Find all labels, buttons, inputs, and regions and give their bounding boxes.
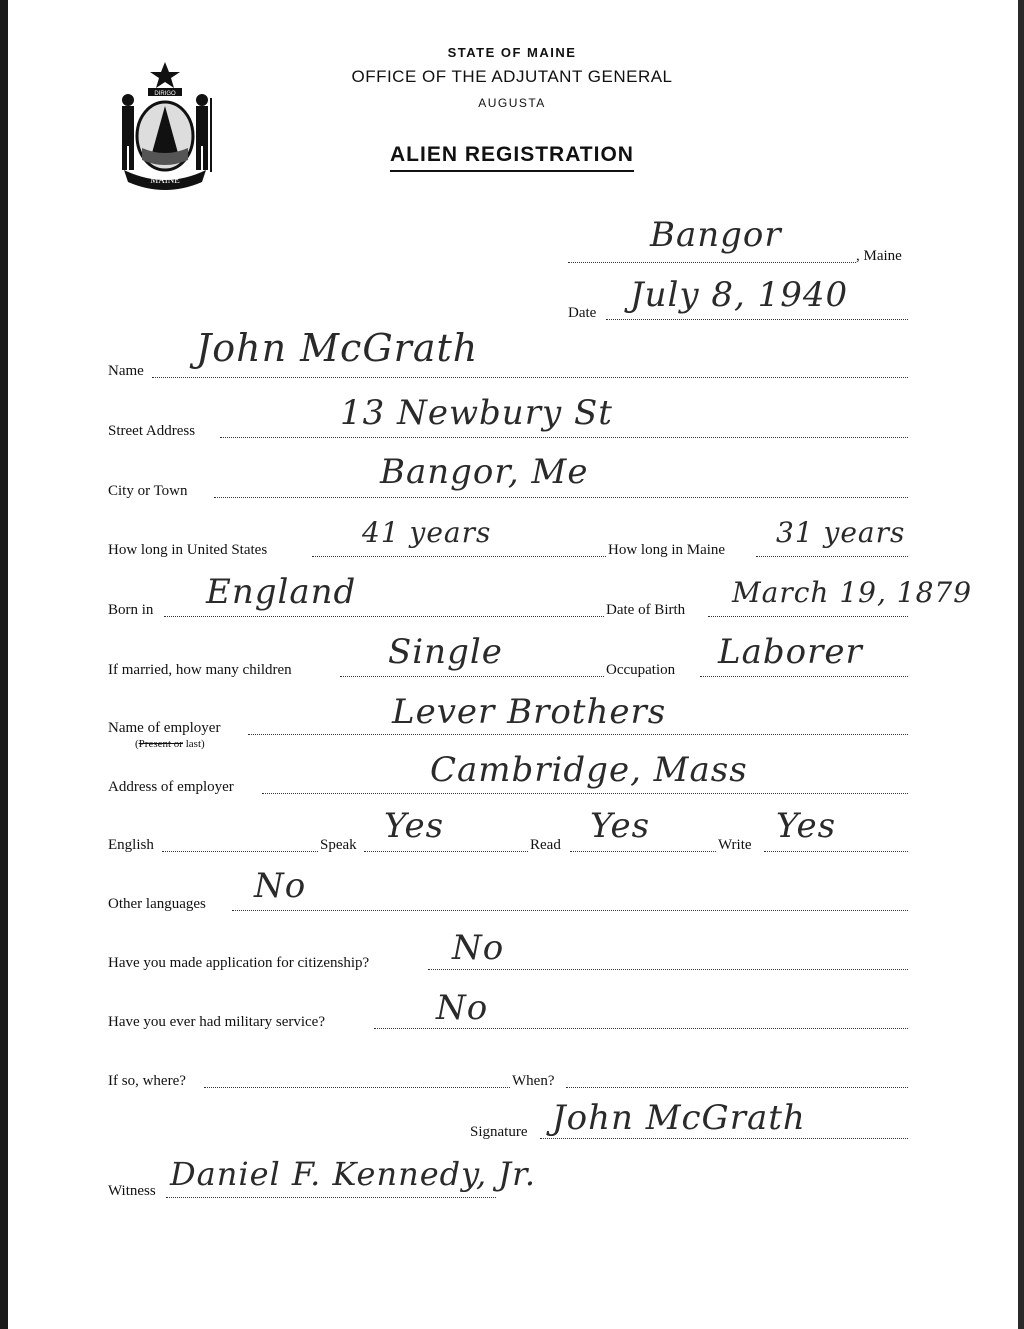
citizenship-label: Have you made application for citizenship? <box>108 955 370 971</box>
born-in-line <box>164 616 604 617</box>
how-long-us-label: How long in United States <box>108 542 268 558</box>
city-or-town-line <box>214 497 908 498</box>
employer-value: Lever Brothers <box>392 692 667 732</box>
street-address-value: 13 Newbury St <box>340 393 613 433</box>
date-value: July 8, 1940 <box>630 275 849 315</box>
where-line <box>204 1087 510 1088</box>
header-state: STATE OF MAINE <box>447 45 577 60</box>
speak-label: Speak <box>320 837 357 853</box>
header-city: AUGUSTA <box>478 96 546 110</box>
military-line <box>374 1028 908 1029</box>
scan-border-right <box>1018 0 1024 1329</box>
employer-line <box>248 734 908 735</box>
write-label: Write <box>718 837 752 853</box>
name-value: John McGrath <box>196 326 479 370</box>
employer-label: Name of employer <box>108 720 221 736</box>
how-long-us-value: 41 years <box>362 516 492 549</box>
form-title: ALIEN REGISTRATION <box>0 143 1024 172</box>
street-address-label: Street Address <box>108 423 196 439</box>
military-value: No <box>436 988 489 1028</box>
place-label: , Maine <box>856 248 902 264</box>
place-line <box>568 262 856 263</box>
city-or-town-value: Bangor, Me <box>380 452 589 492</box>
scan-border-left <box>0 0 8 1329</box>
how-long-us-line <box>312 556 606 557</box>
header-office: OFFICE OF THE ADJUTANT GENERAL <box>351 67 673 86</box>
occupation-value: Laborer <box>718 632 863 672</box>
name-label: Name <box>108 363 144 379</box>
speak-line <box>364 851 528 852</box>
employer-sublabel: (Present or last) <box>135 738 205 750</box>
place-value: Bangor <box>650 215 782 255</box>
employer-address-label: Address of employer <box>108 779 234 795</box>
other-languages-value: No <box>254 866 307 906</box>
where-label: If so, where? <box>108 1073 186 1089</box>
born-in-label: Born in <box>108 602 154 618</box>
children-label: If married, how many children <box>108 662 292 678</box>
english-label: English <box>108 837 154 853</box>
date-of-birth-line <box>708 616 908 617</box>
read-label: Read <box>530 837 561 853</box>
military-label: Have you ever had military service? <box>108 1014 325 1030</box>
how-long-maine-line <box>756 556 908 557</box>
street-address-line <box>220 437 908 438</box>
children-value: Single <box>388 632 503 672</box>
when-line <box>566 1087 908 1088</box>
date-of-birth-value: March 19, 1879 <box>732 576 973 609</box>
witness-line <box>166 1197 496 1198</box>
citizenship-line <box>428 969 908 970</box>
when-label: When? <box>512 1073 555 1089</box>
read-line <box>570 851 716 852</box>
city-or-town-label: City or Town <box>108 483 188 499</box>
witness-label: Witness <box>108 1183 156 1199</box>
signature-label: Signature <box>470 1124 528 1140</box>
born-in-value: England <box>206 572 357 612</box>
english-line <box>162 851 318 852</box>
other-languages-line <box>232 910 908 911</box>
write-value: Yes <box>776 806 837 846</box>
date-line <box>606 319 908 320</box>
occupation-label: Occupation <box>606 662 676 678</box>
read-value: Yes <box>590 806 651 846</box>
signature-value: John McGrath <box>552 1098 806 1138</box>
children-line <box>340 676 604 677</box>
witness-value: Daniel F. Kennedy, Jr. <box>170 1155 537 1193</box>
speak-value: Yes <box>384 806 445 846</box>
date-label: Date <box>568 305 597 321</box>
signature-line <box>540 1138 908 1139</box>
occupation-line <box>700 676 908 677</box>
citizenship-value: No <box>452 928 505 968</box>
how-long-maine-value: 31 years <box>776 516 906 549</box>
name-line <box>152 377 908 378</box>
other-languages-label: Other languages <box>108 896 206 912</box>
how-long-maine-label: How long in Maine <box>608 542 726 558</box>
employer-address-line <box>262 793 908 794</box>
date-of-birth-label: Date of Birth <box>606 602 686 618</box>
write-line <box>764 851 908 852</box>
seal-banner-text: MAINE <box>150 175 180 185</box>
seal-motto-text: DIRIGO <box>154 91 176 97</box>
employer-address-value: Cambridge, Mass <box>430 750 748 790</box>
